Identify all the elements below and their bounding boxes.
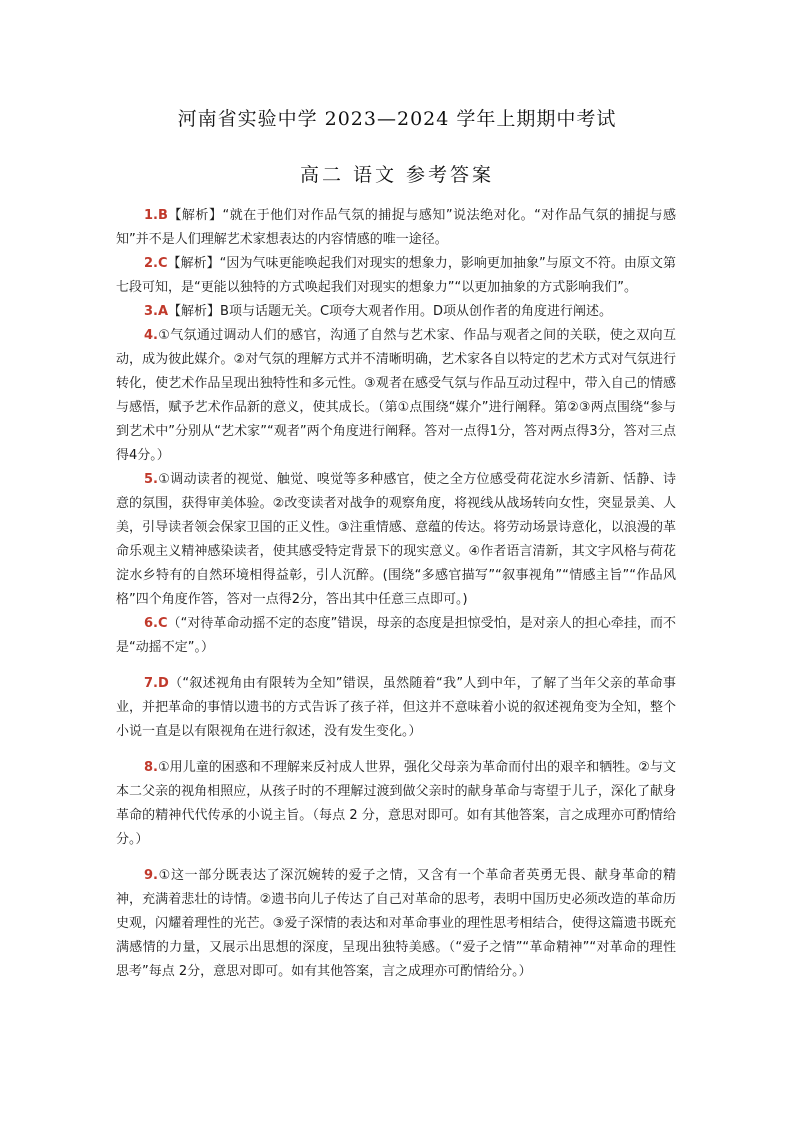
answer-text: （“叙述视角由有限转为全知”错误，虽然随着“我”人到中年，了解了当年父亲的革命事业，并把革命的事情以遗书的方式告诉了孩子祥，但这并不意味着小说的叙述视角变为全知，整个小说一直是以有限视角在进行叙述，没有发生变化。） — [116, 676, 676, 739]
answer-number: 7.D — [144, 676, 169, 691]
answer-text: ①这一部分既表达了深沉婉转的爱子之情，又含有一个革命者英勇无畏、献身革命的精神，充满着悲壮的诗情。②遗书向儿子传达了自己对革命的思考，表明中国历史必须改造的革命历史观，闪耀着理性的光芒。③爱子深情的表达和对革命事业的理性思考相结合，使得这篇遗书既充满感情的力量，又展示出思想的深度，呈现出独特美感。（“爱子之情”“革命精神”“对革命的理性思考”每点 2分，意思对即可。如有其他答案，言之成理亦可酌情给分。） — [116, 868, 676, 979]
answer-text: 【解析】B项与话题无关。C项夸大观者作用。D项从创作者的角度进行阐述。 — [168, 304, 613, 319]
answer-item-9 — [116, 864, 676, 984]
answer-number: 1.B — [144, 208, 168, 223]
page-title: 河南省实验中学 2023—2024 学年上期期中考试 — [177, 108, 617, 130]
answer-number: 8. — [144, 760, 158, 775]
answer-text: （“对待革命动摇不定的态度”错误，母亲的态度是担惊受怕，是对亲人的担心牵挂，而不是“动摇不定”。） — [116, 616, 676, 655]
answer-number: 5. — [144, 472, 158, 487]
answer-text: ①用儿童的困惑和不理解来反衬成人世界，强化父母亲为革命而付出的艰辛和牺牲。②与文本二父亲的视角相照应，从孩子时的不理解过渡到做父亲时的献身革命与寄望于儿子，深化了献身革命的精神代代传承的小说主旨。（每点 2 分，意思对即可。如有其他答案，言之成理亦可酌情给分。） — [116, 760, 676, 847]
answer-item-3 — [116, 300, 676, 324]
page-subtitle: 高二 语文 参考答案 — [299, 164, 495, 186]
answer-item-2 — [116, 252, 676, 300]
answer-number: 9. — [144, 868, 158, 883]
answer-item-6 — [116, 612, 676, 660]
answer-item-7 — [116, 672, 676, 744]
answer-text: ①气氛通过调动人们的感官，沟通了自然与艺术家、作品与观者之间的关联，使之双向互动，成为彼此媒介。②对气氛的理解方式并不清晰明确，艺术家各自以特定的艺术方式对气氛进行转化，使艺术作品呈现出独特性和多元性。③观者在感受气氛与作品互动过程中，带入自己的情感与感悟，赋予艺术作品新的意义，使其成长。（第①点围绕“媒介”进行阐释。第②③两点围绕“参与到艺术中”分别从“艺术家”“观者”两个角度进行阐释。答对一点得1分，答对两点得3分，答对三点得4分。） — [116, 328, 676, 463]
answer-number: 6.C — [144, 616, 168, 631]
answer-number: 4. — [144, 328, 158, 343]
answer-number: 3.A — [144, 304, 169, 319]
answer-text: 【解析】“就在于他们对作品气氛的捕捉与感知”说法绝对化。“对作品气氛的捕捉与感知”并不是人们理解艺术家想表达的内容情感的唯一途径。 — [116, 208, 676, 247]
answer-number: 2.C — [144, 256, 168, 271]
answer-text: ①调动读者的视觉、触觉、嗅觉等多种感官，使之全方位感受荷花淀水乡清新、恬静、诗意的氛围，获得审美体验。②改变读者对战争的观察角度，将视线从战场转向女性，突显景美、人美，引导读者领会保家卫国的正义性。③注重情感、意蕴的传达。将劳动场景诗意化，以浪漫的革命乐观主义精神感染读者，使其感受特定背景下的现实意义。④作者语言清新，其文字风格与荷花淀水乡特有的自然环境相得益彰，引人沉醉。(围绕“多感官描写”“叙事视角”“情感主旨”“作品风格”四个角度作答，答对一点得2分，答出其中任意三点即可。) — [116, 472, 676, 607]
answer-text: 【解析】“因为气味更能唤起我们对现实的想象力，影响更加抽象”与原文不符。由原文第七段可知，是“更能以独特的方式唤起我们对现实的想象力”“以更加抽象的方式影响我们”。 — [116, 256, 676, 295]
answers-list — [116, 204, 676, 984]
answer-item-8 — [116, 756, 676, 852]
answer-item-4 — [116, 324, 676, 468]
answer-item-1 — [116, 204, 676, 252]
answer-item-5 — [116, 468, 676, 612]
